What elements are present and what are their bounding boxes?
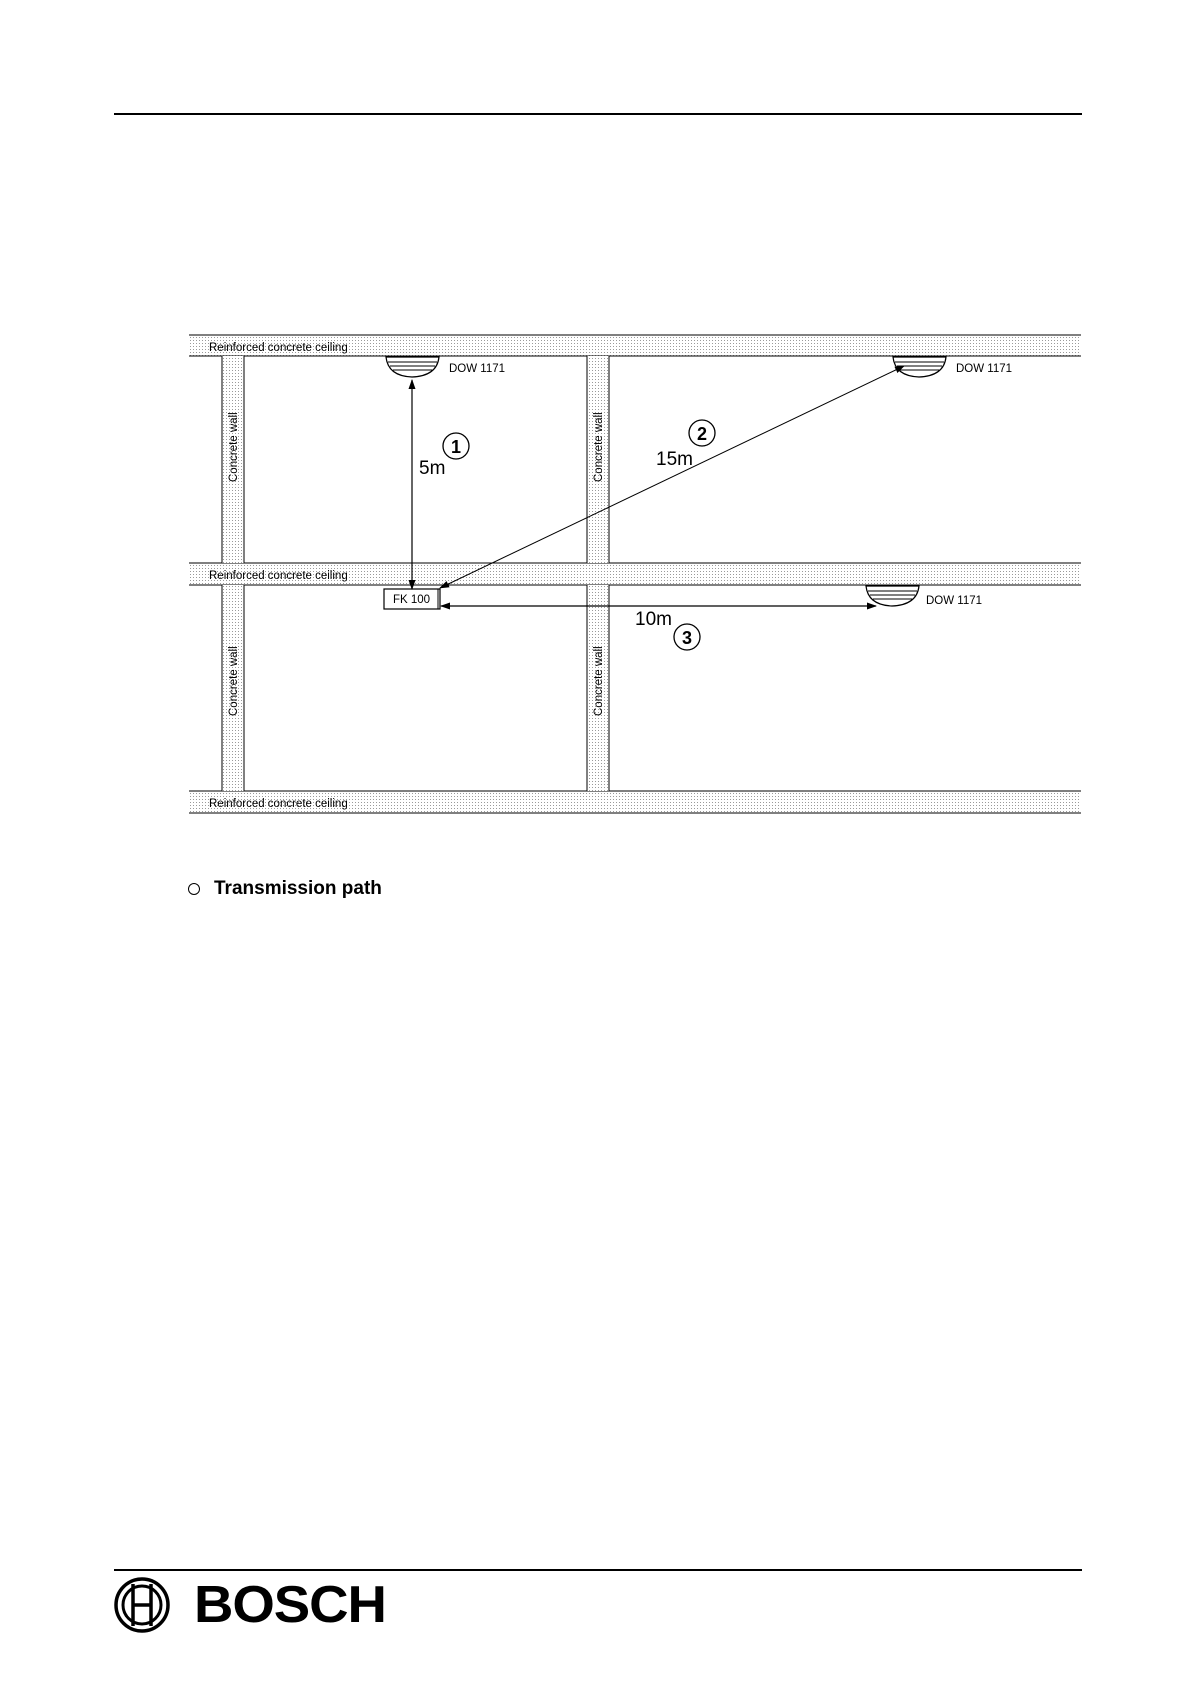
footer-rule (114, 1569, 1082, 1571)
detector-label-2: DOW 1171 (956, 363, 1013, 375)
path-1-number: 1 (450, 437, 462, 457)
detector-label-3: DOW 1171 (926, 595, 983, 607)
ceiling-label-top: Reinforced concrete ceiling (209, 342, 348, 354)
brand-wordmark: BOSCH (194, 1576, 386, 1634)
transmitter-label: FK 100 (393, 594, 431, 606)
path-3-number: 3 (681, 628, 693, 648)
wall-label-left-upper: Concrete wall (228, 412, 240, 482)
ceiling-label-middle: Reinforced concrete ceiling (209, 570, 348, 582)
caption-text: Transmission path (214, 878, 382, 899)
path-3-distance: 10m (635, 609, 672, 630)
caption (188, 878, 382, 900)
path-1-distance: 5m (419, 458, 446, 479)
detector-label-1: DOW 1171 (449, 363, 506, 375)
ceiling-label-bottom: Reinforced concrete ceiling (209, 798, 348, 810)
path-2-distance: 15m (656, 449, 693, 470)
detector-icon-3 (866, 586, 919, 606)
brand-logo (114, 1575, 386, 1635)
bullet-icon (188, 883, 200, 895)
wall-label-mid-upper: Concrete wall (593, 412, 605, 482)
path-2-number: 2 (696, 424, 708, 444)
path-2-line (440, 366, 904, 588)
detector-icon-1 (386, 357, 439, 377)
bosch-armature-icon (114, 1577, 170, 1633)
wall-label-left-lower: Concrete wall (228, 646, 240, 716)
wall-label-mid-lower: Concrete wall (593, 646, 605, 716)
